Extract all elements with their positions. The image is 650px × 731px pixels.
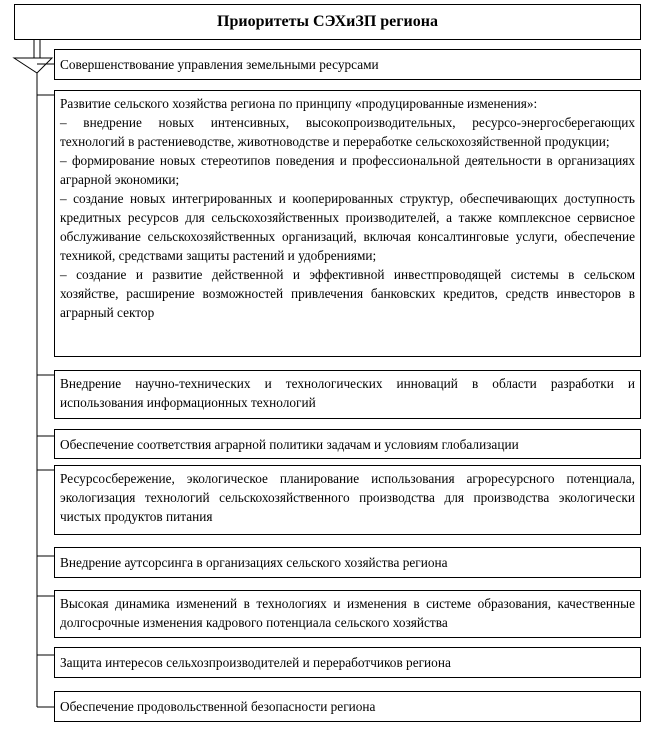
priority-item-9	[54, 691, 641, 722]
priority-item-paragraph: – создание и развитие действенной и эффективной инвестпроводящей системы в сельском хозяйстве, расширение возможностей привлечения банковских кредитов, средств инвесторов в аграрный сектор	[60, 267, 635, 320]
priority-item-5	[54, 465, 641, 535]
priority-item-text: Ресурсосбережение, экологическое планирование использования агроресурсного потенциала, экологизация технологий сельскохозяйственного производства для производства экологически чистых продуктов питания	[60, 471, 635, 524]
priority-item-8	[54, 647, 641, 678]
priority-item-7	[54, 590, 641, 638]
priority-item-2	[54, 90, 641, 357]
priority-item-text: Внедрение аутсорсинга в организациях сельского хозяйства региона	[60, 555, 448, 570]
priority-item-text: Обеспечение соответствия аграрной политики задачам и условиям глобализации	[60, 436, 519, 452]
diagram-title	[14, 4, 641, 40]
priority-item-6	[54, 547, 641, 578]
priority-item-3	[54, 370, 641, 419]
diagram-title-text: Приоритеты СЭХиЗП региона	[217, 13, 438, 30]
priority-item-4	[54, 429, 641, 459]
priority-item-1	[54, 49, 641, 80]
priority-item-paragraph: – формирование новых стереотипов поведения и профессиональной деятельности в организациях аграрной экономики;	[60, 153, 635, 187]
priority-item-paragraph: – внедрение новых интенсивных, высокопроизводительных, ресурсо-энергосберегающих технологий в растениеводстве, животноводстве и переработке сельскохозяйственной продукции;	[60, 115, 635, 149]
priority-item-text: Совершенствование управления земельными ресурсами	[60, 57, 379, 72]
priority-item-text: Высокая динамика изменений в технологиях и изменения в системе образования, качественные долгосрочные изменения кадрового потенциала сельского хозяйства	[60, 596, 635, 630]
priority-item-paragraph: – создание новых интегрированных и кооперированных структур, обеспечивающих доступность кредитных ресурсов для сельскохозяйственных производителей, а также комплексное сервисное обслуживание сельскохозяйственных организаций, включая консалтинговые услуги, обеспечение техникой, средствами защиты растений и удобрениями;	[60, 191, 635, 263]
priority-item-text: Внедрение научно-технических и технологических инноваций в области разработки и использования информационных технологий	[60, 376, 635, 410]
priority-item-text: Обеспечение продовольственной безопасности региона	[60, 699, 376, 714]
down-arrow-icon	[14, 58, 52, 73]
priority-item-paragraph: Развитие сельского хозяйства региона по принципу «продуцированные изменения»:	[60, 96, 538, 111]
priority-item-text: Защита интересов сельхозпроизводителей и переработчиков региона	[60, 655, 451, 670]
